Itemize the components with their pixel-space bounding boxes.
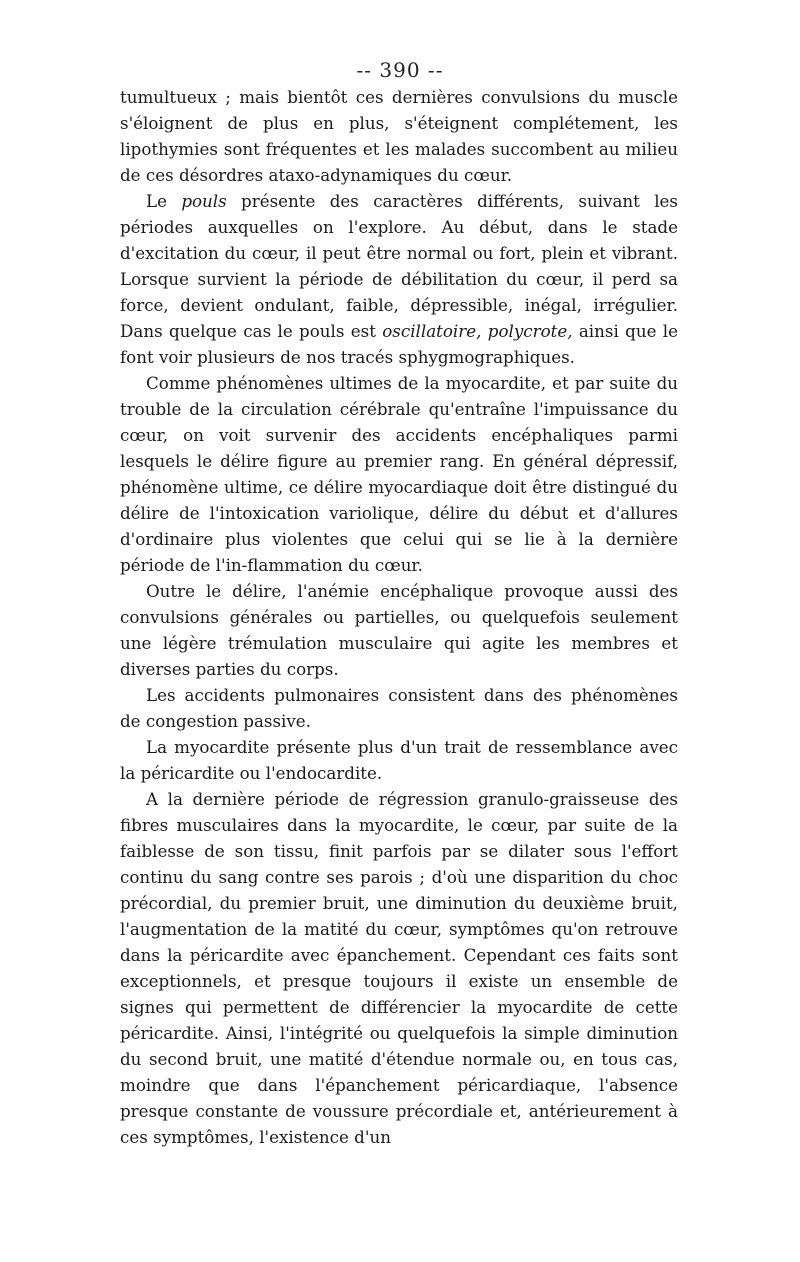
paragraph-p5: [120, 682, 678, 734]
text-segment: Outre le délire, l'anémie encéphalique provoque aussi des convulsions générales ou partielles, ou quelquefois seulement une légère trémulation musculaire qui agite les membres et diverses parties du corps.: [120, 581, 678, 679]
paragraph-p4: [120, 578, 678, 682]
body-text: [120, 84, 678, 1150]
text-segment: ainsi que le font voir plusieurs de nos tracés sphygmographiques.: [120, 321, 678, 367]
text-segment: La myocardite présente plus d'un trait de ressemblance avec la péricardite ou l'endocardite.: [120, 737, 678, 783]
text-segment: présente des caractères différents, suivant les périodes auxquelles on l'explore. Au début, dans le stade d'excitation du cœur, il peut être normal ou fort, plein et vibrant. Lorsque survient la période de débilitation du cœur, il perd sa force, devient ondulant, faible, dépressible, inégal, irrégulier. Dans quelque cas le pouls est: [120, 191, 678, 341]
text-segment: Les accidents pulmonaires consistent dans des phénomènes de congestion passive.: [120, 685, 678, 731]
text-segment: Le: [146, 191, 182, 211]
paragraph-p7: [120, 786, 678, 1150]
italic-term: oscillatoire, polycrote,: [382, 321, 573, 341]
paragraph-p6: [120, 734, 678, 786]
italic-term: pouls: [181, 191, 227, 211]
paragraph-p2: [120, 188, 678, 370]
page-number: -- 390 --: [356, 58, 444, 82]
text-segment: tumultueux ; mais bientôt ces dernières convulsions du muscle s'éloignent de plus en plus, s'éteignent complétement, les lipothymies sont fréquentes et les malades succombent au milieu de ces désordres ataxo-adynamiques du cœur.: [120, 87, 678, 185]
paragraph-p3: [120, 370, 678, 578]
text-segment: Comme phénomènes ultimes de la myocardite, et par suite du trouble de la circulation cérébrale qu'entraîne l'impuissance du cœur, on voit survenir des accidents encéphaliques parmi lesquels le délire figure au premier rang. En général dépressif, phénomène ultime, ce délire myocardiaque doit être distingué du délire de l'intoxication variolique, délire du début et d'allures d'ordinaire plus violentes que celui qui se lie à la dernière période de l'in-flammation du cœur.: [120, 373, 678, 575]
paragraph-p1: [120, 84, 678, 188]
text-segment: A la dernière période de régression granulo-graisseuse des fibres musculaires dans la myocardite, le cœur, par suite de la faiblesse de son tissu, finit parfois par se dilater sous l'effort continu du sang contre ses parois ; d'où une disparition du choc précordial, du premier bruit, une diminution du deuxième bruit, l'augmentation de la matité du cœur, symptômes qu'on retrouve dans la péricardite avec épanchement. Cependant ces faits sont exceptionnels, et presque toujours il existe un ensemble de signes qui permettent de différencier la myocardite de cette péricardite. Ainsi, l'intégrité ou quelquefois la simple diminution du second bruit, une matité d'étendue normale ou, en tous cas, moindre que dans l'épanchement péricardiaque, l'absence presque constante de voussure précordiale et, antérieurement à ces symptômes, l'existence d'un: [120, 789, 678, 1147]
